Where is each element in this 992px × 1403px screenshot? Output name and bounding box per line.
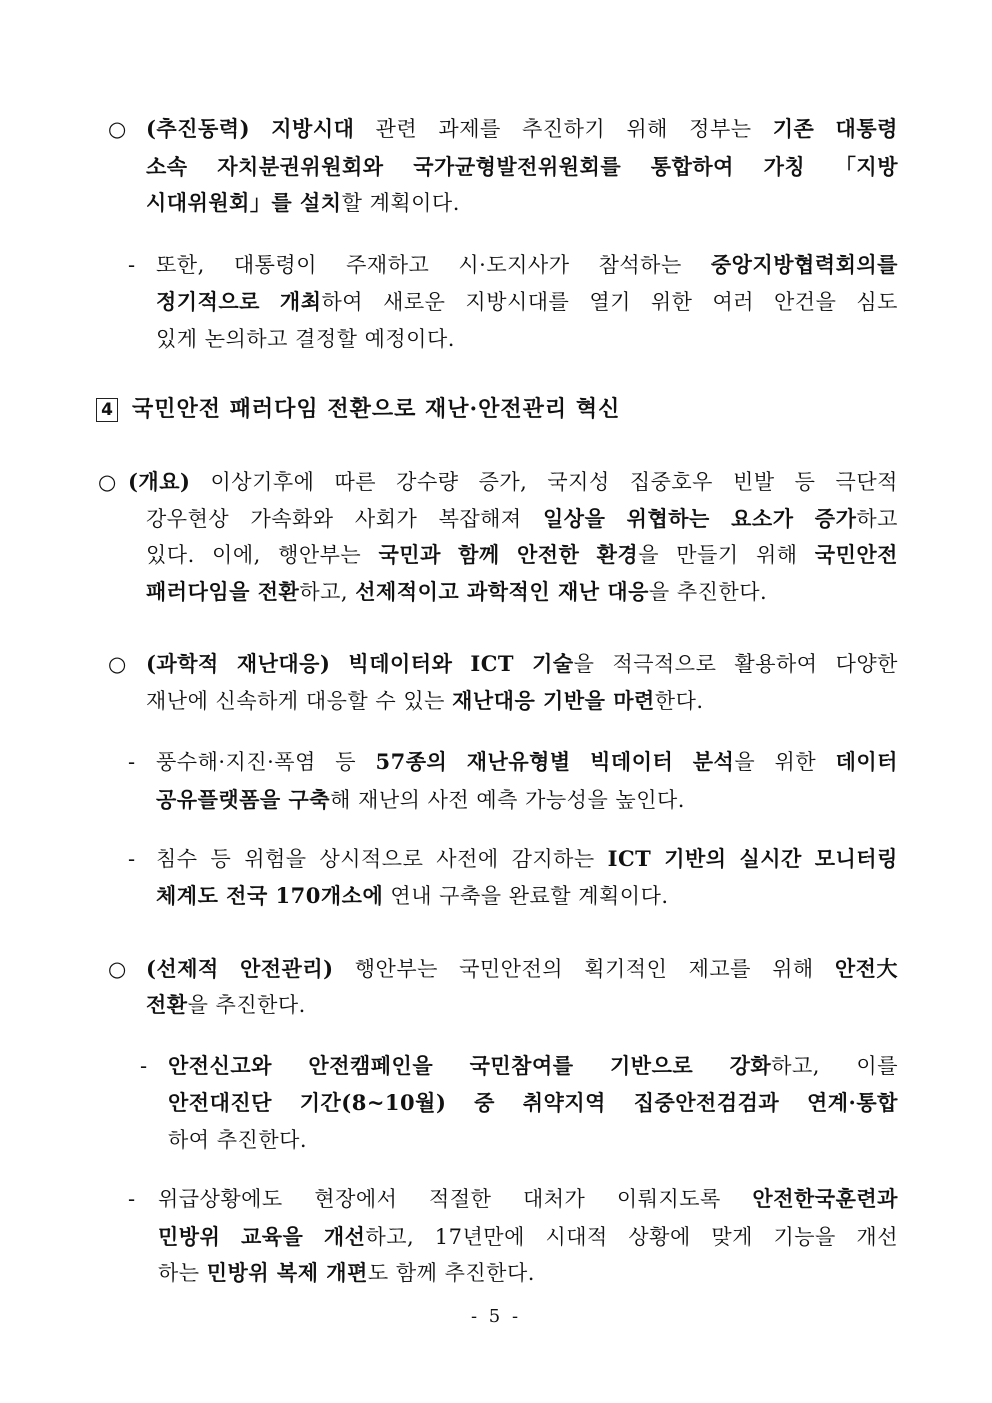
text-line [146,682,898,720]
word: 현장에서 [314,1187,398,1211]
section-number-box: 4 [96,398,118,422]
word: 활용하여 [734,652,818,676]
word: 등 [794,470,816,494]
word: ICT [607,846,652,871]
text-line [156,246,898,284]
word: 요소가 [731,506,794,531]
word: 행안부는 [354,957,438,981]
word: 획기적인 [584,957,668,981]
word: 빈발 [733,470,775,494]
word: 상황에 [628,1225,691,1249]
word: 과제를 [438,117,501,141]
word: 취약지역 [522,1090,606,1115]
word: 재난유형별 [466,749,571,774]
word: 이상기후에 [210,470,315,494]
word: 기술을 [532,651,595,676]
word: 증가, [478,470,528,494]
bold-text: 전환 [146,992,188,1017]
word: 기반으로 [610,1053,694,1078]
bold-text: 패러다임을 전환 [146,579,300,604]
text-line [158,1218,898,1256]
text-line [156,840,898,878]
word: 가속화와 [250,507,334,531]
word: 안전캠페인을 [308,1053,434,1078]
word: 심도 [856,290,898,314]
word: 위해 [755,543,798,567]
word: 집중안전검검과 [633,1090,780,1115]
text-run: 을 추진한다. [648,580,768,604]
word: 모니터링 [814,846,898,871]
word: 정기적으로 [156,289,260,314]
text-line [146,950,898,988]
word: (추진동력) [146,116,251,141]
word: 감지하는 [511,847,595,871]
word: 17년만에 [434,1225,525,1249]
text-line [156,877,898,915]
bold-text: 민방위 복제 개편 [206,1260,368,1285]
word: 빅데이터 [590,749,674,774]
word: 대통령이 [233,253,318,277]
word: 기반의 [664,846,727,871]
word: 따른 [334,470,377,494]
word: 주재하고 [346,253,430,277]
word: 등 [210,847,232,871]
word: 이를 [856,1054,898,1078]
word: 기간(8~10월) [299,1090,447,1115]
text-line [128,463,898,501]
word: (개요) [128,469,191,494]
word: 시·도지사가 [458,253,570,277]
word: 대통령 [835,116,898,141]
word: 안건을 [774,290,837,314]
bullet-dash: - [128,847,136,871]
word: 가칭 [763,154,806,179]
text-line [168,1121,898,1159]
word: 기존 [772,116,815,141]
word: 사전에 [436,847,499,871]
word: 개선 [856,1225,898,1249]
word: ICT [470,651,515,676]
word: 소속 [146,154,188,179]
text-run: 하는 [158,1261,207,1285]
word: 위한 [774,750,817,774]
text-run: 도 함께 추진한다. [367,1261,535,1285]
word: 안전관리) [239,956,334,981]
text-line [146,500,898,538]
word: 위협하는 [626,506,710,531]
text-line [156,743,898,781]
word: 적절한 [429,1187,492,1211]
word: 극단적 [835,470,898,494]
word: 국가균형발전위원회를 [413,154,622,179]
word: 안전신고와 [168,1053,272,1078]
word: 이에, [212,543,261,567]
word: 지방시대를 [465,290,570,314]
word: 시대적 [545,1225,608,1249]
text-line [146,645,898,683]
word: 지방시대 [271,116,355,141]
word: 위해 [772,957,814,981]
word: 위험을 [244,847,307,871]
word: 관련 [375,117,418,141]
word: 증가하고 [814,506,898,531]
word: 상시적으로 [319,847,424,871]
page-number: - 5 - [470,1306,522,1327]
text-run: 하고, [299,580,356,604]
text-run: 하여 추진한다. [168,1128,308,1152]
text-line [156,283,898,321]
bold-text: 시대위원회」를 설치 [146,190,342,215]
text-line [146,148,898,186]
word: 다양한 [835,652,898,676]
word: 「지방 [834,154,898,179]
word: 적극적으로 [612,652,717,676]
text-line [146,110,898,148]
word: 재난대응) [236,651,331,676]
word: 분석을 [692,749,756,774]
word: 위급상황에도 [158,1187,283,1211]
word: 또한, [156,253,205,277]
text-line [156,781,898,819]
word: 교육을 [240,1224,304,1249]
section-heading: 국민안전 패러다임 전환으로 재난·안전관리 혁신 [132,396,621,422]
text-line [168,1084,898,1122]
word: 자치분권위원회와 [217,154,384,179]
bold-text: 체계도 전국 170개소에 [156,883,384,908]
word: 위해 [626,117,668,141]
word: 맞게 [711,1225,753,1249]
word: 중앙지방협력회의를 [710,252,898,277]
word: 연계·통합 [806,1090,898,1115]
word: (선제적 [146,956,219,981]
word: 이뤄지도록 [616,1187,721,1211]
word: 사회가 [354,507,418,531]
bold-text: 선제적이고 과학적인 재난 대응 [355,579,649,604]
word: 국민과 [378,542,441,567]
bullet-circle: ○ [108,117,127,141]
word: 개최하여 [279,289,364,314]
word: 국민참여를 [469,1053,574,1078]
bullet-dash: - [128,253,136,277]
word: 강수량 [396,470,459,494]
text-line [158,1254,898,1292]
word: 빅데이터와 [348,651,453,676]
word: 추진하기 [522,117,606,141]
word: 환경을 [596,542,660,567]
word: 안전大 [834,956,898,981]
bullet-circle: ○ [108,957,127,981]
text-run: 해 재난의 사전 예측 가능성을 높인다. [330,788,685,812]
word: 복잡해져 [438,507,522,531]
text-run: 연내 구축을 완료할 계획이다. [383,884,669,908]
word: 국민안전의 [459,957,564,981]
word: 기능을 [773,1225,836,1249]
text-line [158,1180,898,1218]
word: 국민안전 [814,542,898,567]
text-run: 한다. [654,689,704,713]
word: 강화하고, [729,1053,820,1078]
word: 중 [474,1090,495,1115]
word: 통합하여 [650,154,734,179]
word: 실시간 [739,846,802,871]
bold-text: 공유플랫폼을 구축 [156,787,331,812]
word: 행안부는 [278,543,362,567]
bullet-dash: - [140,1054,148,1078]
text-run: 재난에 신속하게 대응할 수 있는 [146,689,453,713]
word: 국지성 [547,470,610,494]
text-line [146,573,898,611]
text-run: 있게 논의하고 결정할 예정이다. [156,327,455,351]
word: 정부는 [689,117,752,141]
text-line [168,1047,898,1085]
word: 참석하는 [598,253,682,277]
word: (과학적 [146,651,219,676]
word: 위한 [650,290,693,314]
text-run: 할 계획이다. [341,191,460,215]
word: 강우현상 [146,507,230,531]
word: 데이터 [835,749,898,774]
word: 여러 [712,290,755,314]
text-run: 을 추진한다. [187,993,306,1017]
word: 민방위 [158,1224,221,1249]
word: 안전대진단 [168,1090,272,1115]
word: 대처가 [522,1187,586,1211]
word: 57종의 [375,749,448,774]
word: 풍수해·지진·폭염 [156,750,316,774]
text-line [146,536,898,574]
text-line [146,184,898,222]
bullet-dash: - [128,750,136,774]
word: 일상을 [543,506,606,531]
word: 침수 [156,847,198,871]
word: 있다. [146,543,195,567]
bullet-circle: ○ [108,652,127,676]
word: 제고를 [688,957,751,981]
text-line [146,986,898,1024]
word: 안전한국훈련과 [752,1186,898,1211]
word: 집중호우 [629,470,713,494]
word: 함께 [458,542,500,567]
word: 등 [335,750,357,774]
word: 열기 [589,290,631,314]
bullet-circle: ○ [98,470,117,494]
bold-text: 재난대응 기반을 마련 [452,688,655,713]
word: 개선하고, [323,1224,415,1249]
word: 만들기 [676,543,739,567]
word: 새로운 [383,290,446,314]
text-line [156,320,898,358]
word: 안전한 [517,542,580,567]
bullet-dash: - [128,1187,136,1211]
